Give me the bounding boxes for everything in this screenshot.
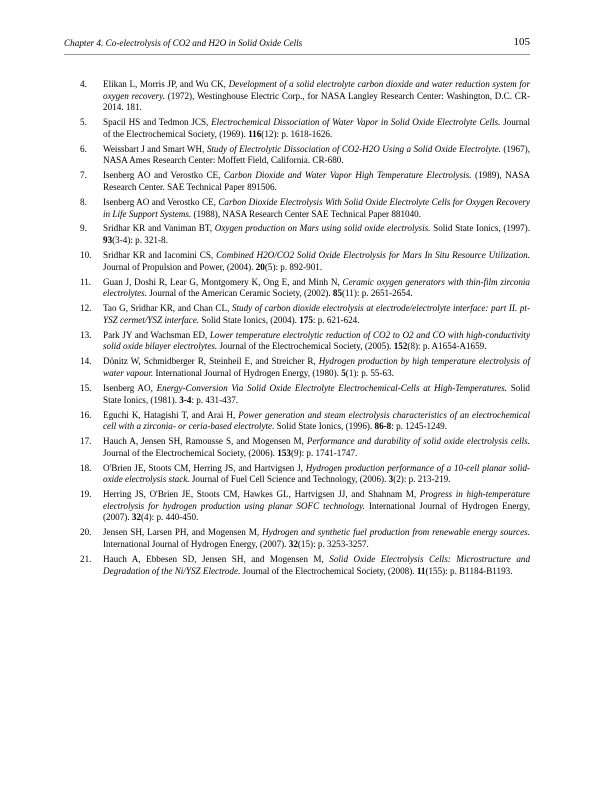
reference-item	[80, 277, 530, 300]
reference-volume: 153	[277, 447, 291, 458]
page-number: 105	[513, 36, 530, 48]
reference-authors: Spacil HS and Tedmon JCS,	[103, 117, 212, 128]
reference-pages: (15): p. 3253-3257.	[297, 539, 369, 550]
reference-item	[80, 144, 530, 167]
reference-source: Journal of Fuel Cell Science and Technology, (2006).	[189, 474, 389, 485]
reference-title: Development of a solid electrolyte carbon dioxide and water reduction system for oxygen recovery.	[103, 79, 530, 101]
reference-title: Oxygen production on Mars using solid oxide electrolysis.	[214, 223, 431, 234]
reference-number: 16.	[80, 409, 92, 420]
reference-number: 4.	[80, 79, 87, 89]
reference-number: 7.	[80, 170, 87, 181]
reference-pages: : p. 1245-1249.	[391, 421, 448, 432]
reference-list	[80, 79, 530, 581]
reference-pages: (2): p. 213-219.	[393, 474, 451, 485]
reference-title: Study of Electrolytic Dissociation of CO2-H2O Using a Solid Oxide Electrolyte.	[206, 143, 501, 154]
reference-number: 11.	[80, 276, 92, 287]
reference-source: International Journal of Hydrogen Energy, (2007).	[103, 539, 289, 550]
reference-authors: Hauch A, Ebbesen SD, Jensen SH, and Mogensen M,	[103, 554, 330, 565]
reference-number: 9.	[80, 223, 87, 234]
reference-source: Journal of the Electrochemical Society, (2006).	[103, 447, 278, 458]
reference-number: 6.	[80, 143, 87, 154]
reference-volume: 86-8	[374, 421, 392, 432]
reference-item	[80, 223, 530, 246]
reference-number: 21.	[80, 554, 92, 565]
reference-pages: (12): p. 1618-1626.	[261, 128, 333, 139]
reference-title: Solid Oxide Electrolysis Cells: Microstructure and Degradation of the Ni/YSZ Electrode.	[103, 554, 531, 576]
reference-number: 12.	[80, 303, 92, 314]
reference-item	[80, 79, 530, 114]
reference-source: (1967), NASA Ames Research Center: Moffett Field, California. CR-680.	[103, 143, 531, 166]
reference-title: Carbon Dioxide Electrolysis With Solid Oxide Electrolyte Cells for Oxygen Recovery in Life Support Systems.	[103, 196, 530, 219]
reference-pages: (11): p. 2651-2654.	[342, 288, 413, 299]
reference-pages: (5): p. 892-901.	[264, 261, 323, 272]
reference-volume: 32	[131, 512, 142, 523]
reference-volume: 116	[248, 128, 262, 139]
reference-item	[80, 330, 530, 353]
reference-pages: : p. 621-624.	[312, 314, 360, 325]
reference-pages: (1): p. 55-63.	[345, 367, 394, 378]
reference-authors: Isenberg AO,	[103, 382, 157, 393]
reference-volume: 3	[388, 474, 394, 485]
reference-volume: 11	[416, 565, 426, 576]
reference-source: Journal of the Electrochemical Society, (2008).	[240, 565, 417, 576]
reference-title: Lower temperature electrolytic reduction of CO2 to O2 and CO with high-conductivity solid oxide bilayer electrolytes.	[103, 329, 530, 352]
reference-pages: (155): p. B1184-B1193.	[425, 565, 513, 576]
reference-number: 8.	[80, 196, 87, 207]
reference-number: 19.	[80, 489, 92, 500]
reference-authors: Jensen SH, Larsen PH, and Mogensen M,	[103, 527, 263, 538]
reference-pages: (8): p. A1654-A1659.	[407, 341, 487, 352]
reference-authors: Isenberg AO and Verostko CE,	[103, 196, 219, 207]
reference-authors: Isenberg AO and Verostko CE,	[103, 170, 224, 181]
reference-authors: Herring JS, O'Brien JE, Stoots CM, Hawkes GL, Hartvigsen JJ, and Shahnam M,	[103, 489, 420, 500]
reference-number: 13.	[80, 329, 92, 340]
reference-title: Study of carbon dioxide electrolysis at electrode/electrolyte interface: part II. pt-YSZ cermet/YSZ interface.	[103, 303, 530, 325]
reference-title: Hydrogen production by high temperature electrolysis of water vapour.	[103, 356, 530, 378]
reference-item	[80, 527, 530, 550]
reference-number: 18.	[80, 462, 92, 473]
reference-volume: 32	[288, 539, 298, 550]
reference-number: 5.	[80, 117, 87, 128]
reference-item	[80, 170, 530, 193]
reference-number: 20.	[80, 527, 92, 538]
reference-number: 17.	[80, 436, 92, 447]
reference-title: Carbon Dioxide and Water Vapor High Temperature Electrolysis.	[223, 170, 472, 181]
reference-authors: Park JY and Wachsman ED,	[103, 329, 210, 340]
reference-pages: (4): p. 440-450.	[141, 512, 199, 523]
reference-title: Hydrogen production performance of a 10-cell planar solid-oxide electrolysis stack.	[103, 462, 531, 485]
reference-title: Combined H2O/CO2 Solid Oxide Electrolysis for Mars In Situ Resource Utilization.	[216, 250, 530, 261]
reference-item	[80, 383, 530, 406]
reference-item	[80, 489, 530, 524]
reference-source: Journal of Propulsion and Power, (2004).	[103, 261, 256, 272]
reference-title: Power generation and steam electrolysis characteristics of an electrochemical cell with a zirconia- or ceria-based electrolyte.	[103, 409, 530, 432]
reference-source: International Journal of Hydrogen Energy, (1980).	[153, 367, 342, 378]
chapter-title: Chapter 4. Co-electrolysis of CO2 and H2O in Solid Oxide Cells	[64, 38, 303, 48]
reference-authors: Weissbart J and Smart WH,	[103, 143, 207, 154]
reference-volume: 175	[299, 314, 313, 325]
reference-authors: O'Brien JE, Stoots CM, Herring JS, and Hartvigsen J,	[103, 462, 306, 473]
reference-authors: Hauch A, Jensen SH, Ramousse S, and Mogensen M,	[103, 436, 307, 447]
reference-pages: (3-4): p. 321-8.	[112, 235, 168, 246]
reference-title: Hydrogen and synthetic fuel production from renewable energy sources.	[262, 527, 530, 538]
reference-number: 10.	[80, 250, 92, 261]
reference-item	[80, 117, 530, 140]
reference-source: Solid State Ionics, (1996).	[274, 421, 375, 432]
reference-item	[80, 197, 530, 220]
reference-authors: Tao G, Sridhar KR, and Chan CL,	[103, 303, 232, 314]
reference-item	[80, 436, 530, 459]
reference-source: (1972), Westinghouse Electric Corp., for NASA Langley Research Center: Washington, D.C. CR-2014. 181.	[103, 90, 530, 113]
reference-authors: Elikan L, Morris JP, and Wu CK,	[103, 79, 229, 89]
reference-pages: : p. 431-437.	[191, 394, 239, 405]
reference-item	[80, 356, 530, 379]
reference-source: Solid State Ionics, (1997).	[430, 223, 530, 234]
reference-pages: (9): p. 1741-1747.	[290, 447, 358, 458]
reference-title: Progress in high-temperature electrolysis for hydrogen production using planar SOFC technology.	[103, 489, 530, 511]
reference-source: Journal of the Electrochemical Society, (1969).	[103, 117, 530, 139]
reference-volume: 85	[332, 288, 343, 299]
reference-authors: Guan J, Doshi R, Lear G, Montgomery K, Ong E, and Minh N,	[103, 276, 343, 287]
reference-title: Performance and durability of solid oxide electrolysis cells.	[306, 436, 530, 447]
reference-number: 15.	[80, 382, 92, 393]
reference-item	[80, 463, 530, 486]
reference-item	[80, 554, 530, 577]
reference-number: 14.	[80, 356, 92, 367]
reference-source: Solid State Ionics, (2004).	[199, 314, 300, 325]
reference-authors: Sridhar KR and Vaniman BT,	[103, 223, 215, 234]
reference-volume: 20	[255, 261, 265, 272]
reference-title: Ceramic oxygen generators with thin-film zirconia electrolytes.	[103, 276, 530, 299]
reference-authors: Sridhar KR and Iacomini CS,	[103, 250, 217, 261]
page-header	[64, 36, 530, 55]
reference-source: (1989), NASA Research Center. SAE Technical Paper 891506.	[103, 170, 531, 192]
reference-volume: 3-4	[179, 394, 192, 405]
reference-authors: Eguchi K, Hatagishi T, and Arai H,	[103, 409, 239, 420]
reference-source: International Journal of Hydrogen Energy, (2007).	[103, 500, 530, 523]
reference-source: (1988), NASA Research Center SAE Technical Paper 881040.	[191, 208, 422, 219]
reference-item	[80, 250, 530, 273]
reference-source: Journal of the Electrochemical Society, (2005).	[217, 341, 394, 352]
reference-volume: 5	[341, 367, 346, 378]
reference-source: Solid State Ionics, (1981).	[103, 382, 530, 405]
reference-authors: Dönitz W, Schmidberger R, Steinheil E, and Streicher R,	[103, 356, 319, 367]
reference-item	[80, 303, 530, 326]
reference-volume: 152	[393, 341, 408, 352]
reference-title: Energy-Conversion Via Solid Oxide Electrolyte Electrochemical-Cells at High-Temperatures.	[156, 382, 508, 393]
reference-title: Electrochemical Dissociation of Water Vapor in Solid Oxide Electrolyte Cells.	[211, 117, 501, 128]
reference-volume: 93	[103, 235, 113, 246]
reference-item	[80, 410, 530, 433]
reference-source: Journal of the American Ceramic Society, (2002).	[147, 288, 333, 299]
